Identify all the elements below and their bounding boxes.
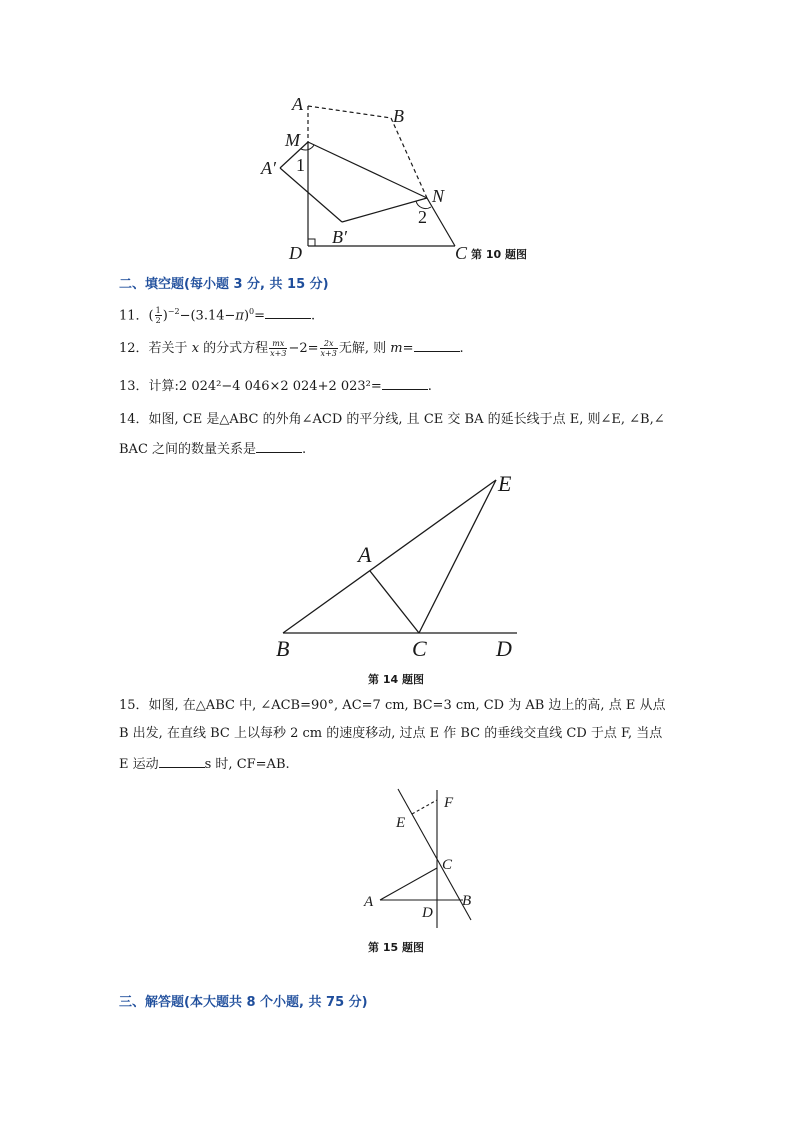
q12-answer-blank[interactable] [414,339,460,352]
fig14-segment-CE [419,480,496,633]
fig15-label-A: A [364,894,374,910]
section-2-title: 二、填空题(每小题 3 分, 共 15 分) [119,277,329,292]
fig15-label-C: C [442,857,453,873]
q11-answer-blank[interactable] [265,306,311,319]
fig10-label-N: N [432,186,445,206]
fig10-segment-AB [308,106,391,118]
fig15-segment-EF [412,800,437,814]
fig15-label-D: D [422,905,433,921]
fig10-segment-BprimeN [342,198,427,222]
q12-fraction-1: $\frac{mx}{x+3}$ [270,339,287,358]
q13-answer-blank[interactable] [382,377,428,390]
fig14-segment-BE [283,480,496,633]
question-14-line-2: BAC 之间的数量关系是 . [119,442,307,457]
fig14-label-E: E [498,471,512,496]
fig10-label-1: 1 [296,155,305,175]
fig10-label-D: D [289,243,302,263]
question-11: 11．( $\frac{1}{2}$ )$^{-2}-(3.14-\pi)^0=$ . [119,306,316,326]
figure-14 [270,465,530,665]
fig10-segment-MN [308,142,427,198]
fig10-label-M: M [285,130,300,150]
fig10-right-angle-mark [308,239,315,246]
fig10-segment-AprimeBprime [280,168,342,222]
fig10-label-B: B [393,106,404,126]
q12-fraction-2: $\frac{2x}{x+3}$ [320,339,337,358]
fig10-label-A: A [292,94,303,114]
question-14-line-1: 14．如图, CE 是△ABC 的外角∠ACD 的平分线, 且 CE 交 BA 的延长线于点 E, 则∠E, ∠B,∠ [119,412,665,427]
question-15-line-2: B 出发, 在直线 BC 上以每秒 2 cm 的速度移动, 过点 E 作 BC 的垂线交直线 CD 于点 F, 当点 [119,726,663,741]
question-12: 12．若关于 x 的分式方程 $\frac{mx}{x+3}$ −2= $\frac{2x}{x+3}$ 无解, 则 m= . [119,339,464,358]
fig14-segment-AC [370,571,419,633]
section-3-title: 三、解答题(本大题共 8 个小题, 共 75 分) [119,995,368,1010]
fig14-caption: 第 14 题图 [368,673,424,686]
fig10-label-Bprime: B′ [332,227,347,247]
figure-15 [355,785,485,935]
figure-10 [250,88,560,268]
q14-answer-blank[interactable] [256,440,302,453]
question-15-line-3: E 运动 s 时, CF=AB. [119,757,290,772]
fig14-label-B: B [276,636,290,661]
fig10-label-2: 2 [418,207,427,227]
q11-fraction: $\frac{1}{2}$ [155,306,161,326]
fig15-label-E: E [396,815,406,831]
question-15-line-1: 15．如图, 在△ABC 中, ∠ACB=90°, AC=7 cm, BC=3 cm, CD 为 AB 边上的高, 点 E 从点 [119,698,666,713]
fig10-caption: 第 10 题图 [471,248,527,261]
q15-answer-blank[interactable] [159,755,205,768]
fig10-label-Aprime: A′ [261,158,276,178]
fig15-caption: 第 15 题图 [368,941,424,954]
fig15-segment-AC [380,868,437,900]
fig14-label-C: C [412,636,427,661]
fig14-label-A: A [358,542,372,567]
fig10-label-C: C [455,243,468,263]
fig15-label-F: F [444,795,454,811]
fig10-segment-BN [391,118,427,198]
fig14-label-D: D [496,636,512,661]
question-13: 13．计算:2 024²−4 046×2 024+2 023²= . [119,379,432,394]
fig15-label-B: B [462,893,472,909]
